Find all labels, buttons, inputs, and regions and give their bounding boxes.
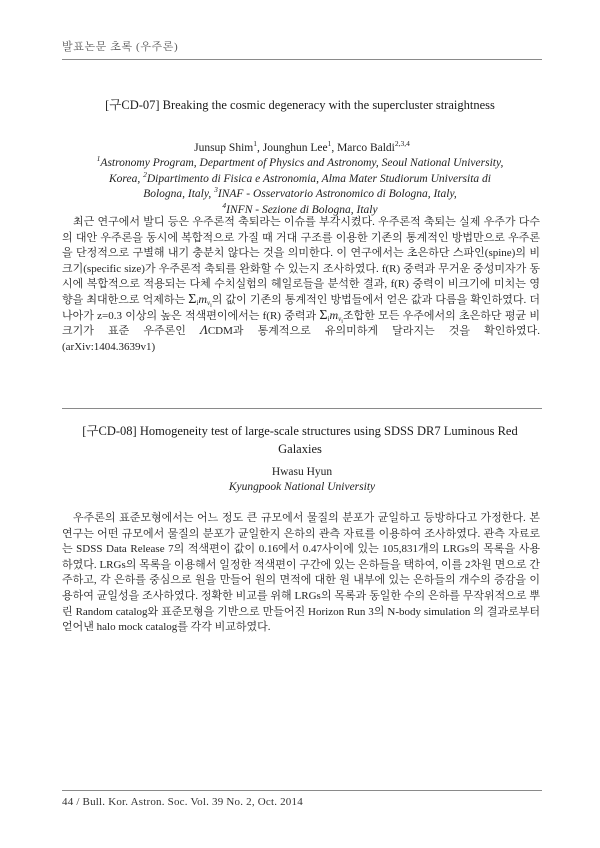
affiliation-text: Astronomy Program, Department of Physics and Astronomy, Seoul National University, Korea, <box>100 157 504 185</box>
abstract-2-affiliation: Kyungpook National University <box>228 481 376 493</box>
lambda-symbol: Λ <box>199 322 208 338</box>
body-text: CDM과 통계적으로 유의미하게 달라지는 것을 확인하였다. (arXiv:1404.3639v1) <box>62 325 540 353</box>
affiliation-text: Dipartimento di Fisica e Astronomia, Alma Mater Studiorum Universita di Bologna, Italy, <box>143 172 491 200</box>
mass-symbol: m <box>329 307 339 322</box>
author-name: Marco Baldi <box>337 142 395 154</box>
nu-index: i <box>341 318 343 325</box>
abstract-2-body: 우주론의 표준모형에서는 어느 정도 큰 규모에서 물질의 분포가 균일하고 등방하다고 가정한다. 본 연구는 어떤 규모에서 물질의 분포가 균일한지 은하의 관측 자료를 이용하여 조사하였다. 관측 자료로는 SDSS Data Release 7의 적색편이 값이 0.16에서 0.47사이에 있는 105,831개의 LRGs의 목록을 사용하였다. LRGs의 목록을 이용해서 일정한 적색편이 구간에 있는 은하들을 택하여, 이를 2차원 면으로 간주하고, 각 은하를 중심으로 원을 만들어 원의 면적에 대한 원 내부에 있는 은하들의 개수의 증감을 이용하여 균일성을 조사하였다. 정확한 비교를 위해 LRGs의 목록과 동일한 수의 은하를 무작위적으로 뿌린 Random catalog와 표준모형을 기반으로 만들어진 Horizon Run 3의 N-body simulation 의 결과로부터 얻어낸 halo mock catalog를 각각 비교하였다. <box>62 512 540 634</box>
neutrino-mass-sum-formula <box>319 307 343 325</box>
author-separator: , <box>256 142 263 154</box>
running-header: 발표논문 초록 (우주론) <box>62 38 542 60</box>
abstract-1-body <box>62 215 540 355</box>
abstract-separator-rule <box>62 408 542 409</box>
mass-symbol: m <box>198 291 207 306</box>
affiliation-mark: 1 <box>96 154 101 164</box>
footer-rule <box>62 790 542 791</box>
author-affiliation-mark: 2,3,4 <box>394 139 410 149</box>
author-separator: , <box>331 142 338 154</box>
author-name: Junsup Shim <box>194 142 254 154</box>
sum-index: i <box>327 314 330 323</box>
affiliation-text: INAF - Osservatorio Astronomico di Bologna, Italy, <box>217 188 457 200</box>
abstract-2-title: [구CD-08] Homogeneity test of large-scale structures using SDSS DR7 Luminous Red Galaxies <box>82 424 518 456</box>
abstract-1-title: [구CD-07] Breaking the cosmic degeneracy with the supercluster straightness <box>105 98 495 112</box>
abstract-1-authors <box>62 141 542 156</box>
affiliation-mark: 2 <box>143 169 147 179</box>
footer-citation: 44 / Bull. Kor. Astron. Soc. Vol. 39 No. 2, Oct. 2014 <box>62 796 303 808</box>
abstract-2-author: Hwasu Hyun <box>271 466 333 478</box>
sum-symbol: Σ <box>188 291 197 307</box>
author-affiliation-mark: 1 <box>327 139 332 149</box>
nu-symbol: ν <box>206 298 211 307</box>
affiliation-mark: 4 <box>222 200 227 210</box>
neutrino-mass-sum-formula <box>188 291 212 309</box>
affiliation-text: INFN - Sezione di Bologna, Italy <box>226 203 378 216</box>
abstract-1-affiliations <box>95 156 505 218</box>
sum-symbol: Σ <box>319 307 328 323</box>
author-name: Jounghun Lee <box>262 142 328 154</box>
nu-index: i <box>210 302 212 309</box>
affiliation-item <box>214 185 457 200</box>
body-text: 의 값이 기존의 통계적인 방법들에서 얻은 값과 다름을 확인하였다. 더 나아가 z=0.3 이상의 높은 적색편이에서는 f(R) 중력과 <box>62 293 540 322</box>
author-affiliation-mark: 1 <box>253 139 257 149</box>
affiliation-mark: 3 <box>214 185 218 195</box>
nu-symbol: ν <box>338 314 342 323</box>
body-text: 조합한 모든 우주에서의 초은하단 평균 비크기가 표준 우주론인 <box>62 309 540 338</box>
body-text: 최근 연구에서 발디 등은 우주론적 축퇴라는 이슈를 부각시켰다. 우주론적 축퇴는 실제 우주가 다수의 대안 우주론을 동시에 복합적으로 가질 때 거대 구조를 이용한 기존의 통계적인 방법만으로 우주론을 단정적으로 구별해 내기 충분치 않다는 것을 의미한다. 이 연구에서는 초은하단 스파인(spine)의 비크기(specific size)가 우주론적 축퇴를 완화할 수 있는지 조사하였다. f(R) 중력과 무거운 중성미자가 동시에 복합적으로 적용되는 다체 수치실험의 헤일로들을 분석한 결과, f(R) 중력이 비크기에 미치는 영향을 최대한으로 억제하는 <box>62 216 540 306</box>
sum-index: i <box>196 298 199 307</box>
